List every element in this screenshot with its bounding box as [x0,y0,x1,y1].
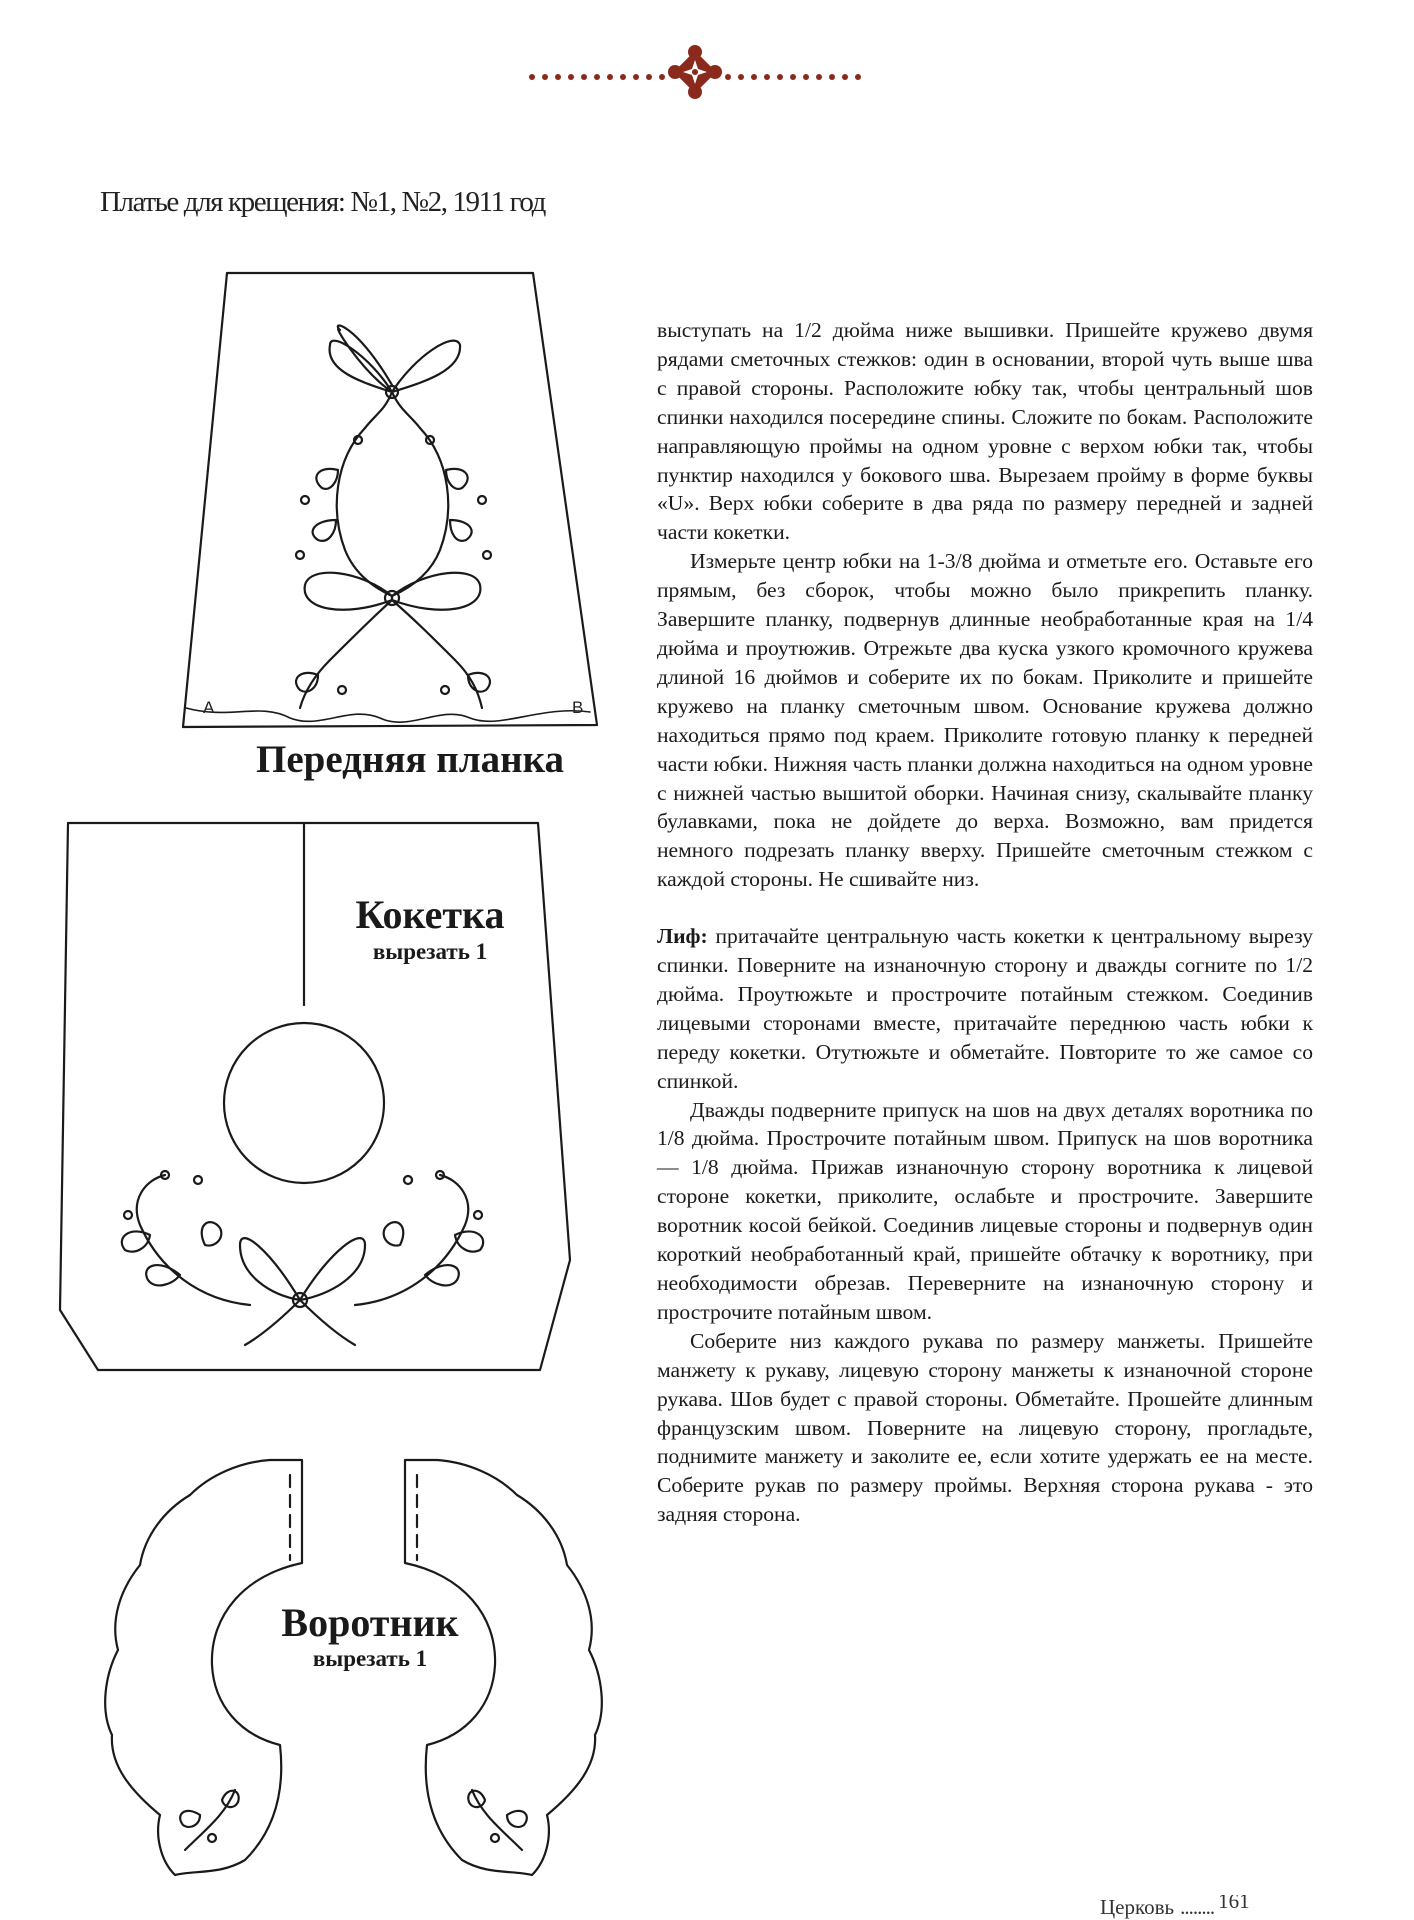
paragraph-bodice [657,922,1313,1095]
bow-icon [330,325,461,428]
paragraph: Соберите низ каждого рукава по размеру манжеты. Пришейте манжету к рукаву, лицевую сторону манжеты к изнаночной стороне рукава. Шов будет с правой стороны. Обметайте. Прошейте длинным французским швом. Поверните на лицевую сторону, прогладьте, поднимите манжету и заколите ее, если хотите удержать ее на месте. Соберите рукав по размеру проймы. Верхняя сторона рукава - это задняя сторона. [657,1328,1313,1527]
bow-icon [305,573,481,660]
yoke-cut-instruction: вырезать 1 [372,939,488,964]
paragraph: Измерьте центр юбки на 1-3/8 дюйма и отметьте его. Оставьте его прямым, без сборок, чтобы можно было прикрепить планку. Завершите планку, подвернув длинные необработанные края на 1/4 дюйма и проутюжив. Отрежьте два куска узкого кромочного кружева длиной 16 дюймов и соберите их по бокам. Приколите и пришейте кружево на планку сметочным швом. Основание кружева должно находиться прямо под краем. Приколите готовую планку к передней части юбки. Нижняя часть планки должна находиться на одном уровне с нижней частью вышитой оборки. Начиная снизу, скалывайте планку булавками, пока не дойдете до верха. Возможно, вам придется немного подрезать планку вверху. Пришейте сметочным стежком с каждой стороны. Не сшивайте низ. [657,549,1313,892]
paragraph: выступать на 1/2 дюйма ниже вышивки. Пришейте кружево двумя рядами сметочных стежков: один в основании, второй чуть выше шва с правой стороны. Расположите юбку так, чтобы центральный шов спинки находился посередине спины. Сложите по бокам. Расположите направляющую проймы на одном уровне с верхом юбки так, чтобы пунктир находился у бокового шва. Вырезаем пройму в форме буквы «U». Верх юбки соберите в два ряда по размеру передней и задней части кокетки. [657,318,1313,545]
vine-decoration [180,1790,527,1850]
bow-icon [240,1238,365,1345]
front-placket-label: Передняя планка [256,738,564,781]
yoke-label: Кокетка [355,892,505,937]
page-title: Платье для крещения: №1, №2, 1911 год [100,186,546,218]
collar-cut-instruction: вырезать 1 [312,1646,428,1671]
page-number: 161 [1218,1895,1250,1913]
vine-decoration [296,660,490,708]
page-footer [1100,1895,1340,1920]
instructions-text [657,316,1313,1529]
footer-section: Церковь [1100,1895,1175,1919]
vine-decoration [296,428,491,596]
vine-decoration [122,1171,483,1305]
corner-label-b: B [572,698,584,717]
collar-label: Воротник [281,1600,459,1645]
front-placket-pattern [183,273,597,727]
bodice-text: притачайте центральную часть кокетки к центральному вырезу спинки. Поверните на изнаночную сторону и дважды согните по 1/2 дюйма. Проутюжьте и прострочите потайным стежком. Соединив лицевыми сторонами вместе, притачайте переднюю часть юбки к переду кокетки. Отутюжьте и обметайте. Повторите то же самое со спинкой. [657,924,1313,1093]
bodice-lead: Лиф: [657,924,708,949]
corner-label-a: A [203,698,215,717]
footer-dot-leader: ........ [1180,1895,1215,1919]
paragraph: Дважды подверните припуск на шов на двух деталях воротника по 1/8 дюйма. Прострочите потайным швом. Припуск на шов воротника — 1/8 дюйма. Прижав изнаночную сторону воротника к лицевой стороне кокетки, приколите, ослабьте и прострочите. Завершите воротник косой бейкой. Соединив лицевые стороны и подвернув один короткий необработанный край, пришейте обтачку к воротнику, при необходимости обрезав. Переверните на изнаночную сторону и прострочите потайным швом. [657,1097,1313,1324]
